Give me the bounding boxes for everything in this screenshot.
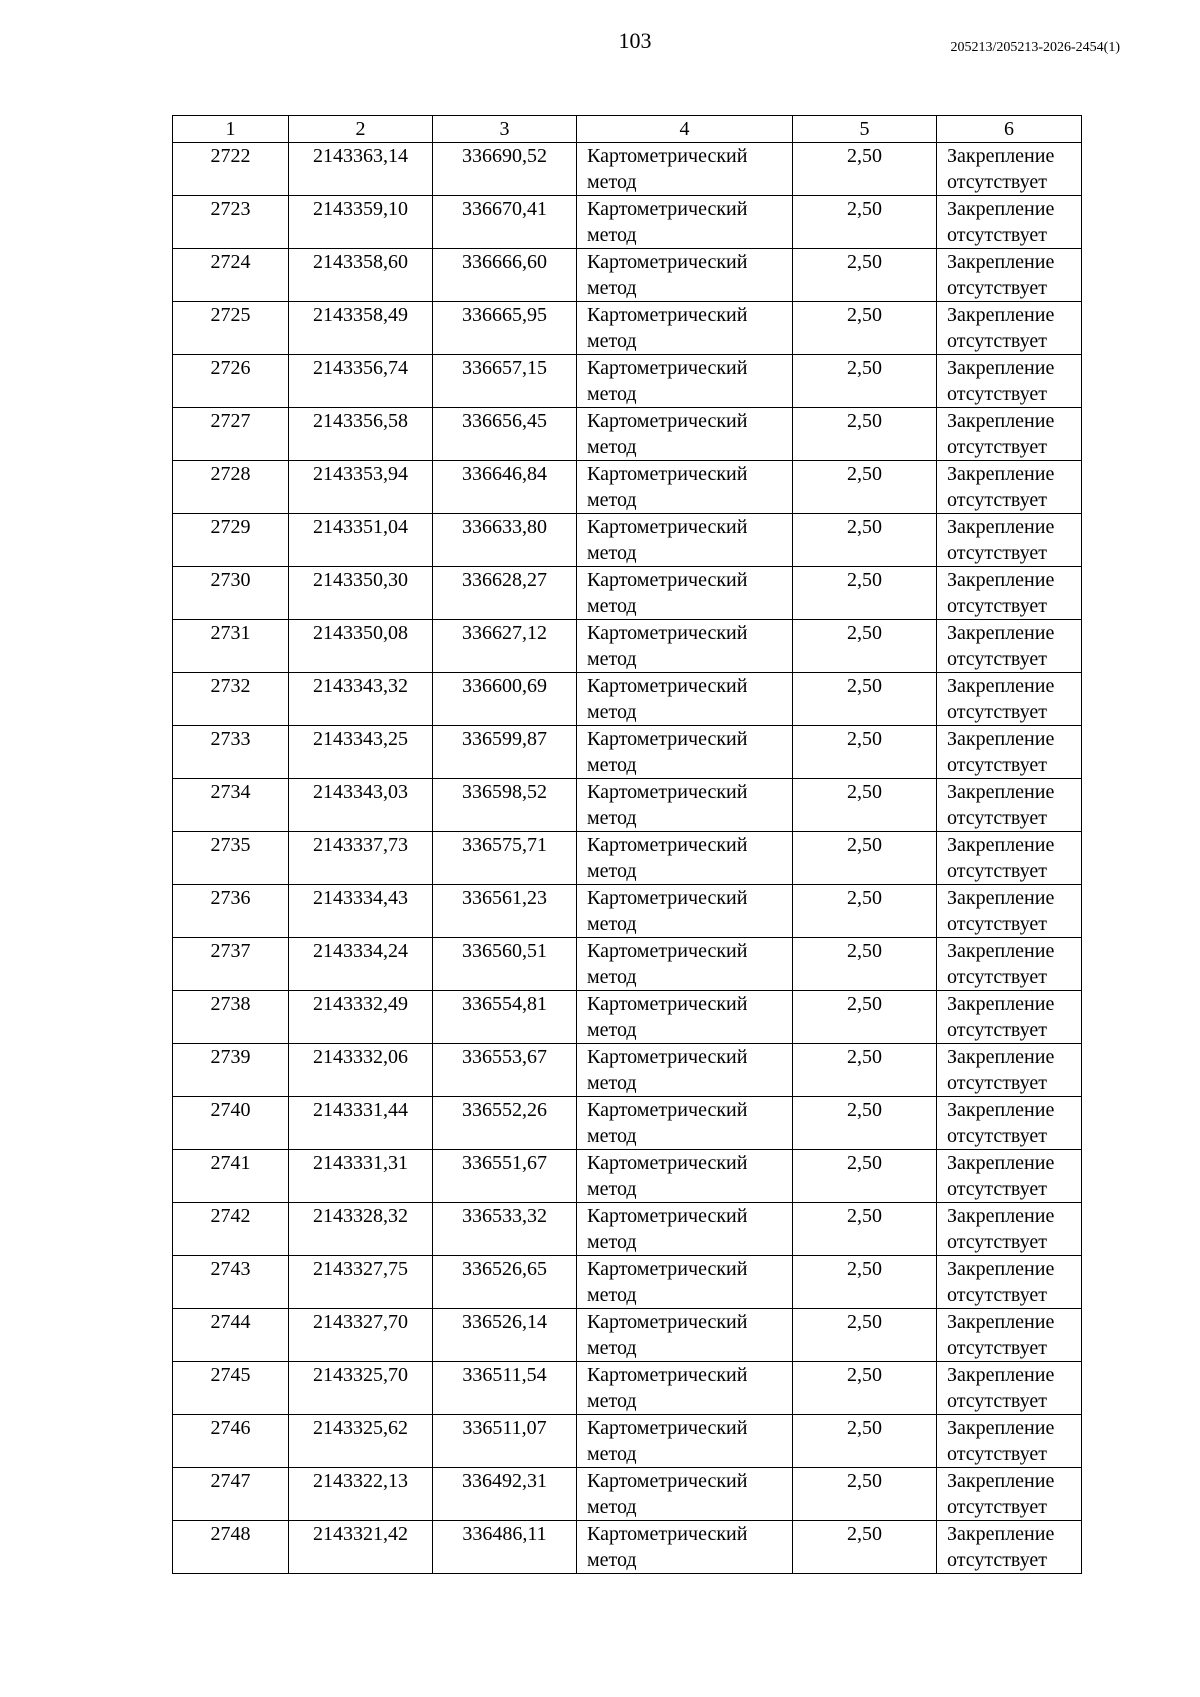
y-coordinate-cell: 336690,52 bbox=[433, 143, 577, 196]
table-row bbox=[173, 1415, 1082, 1468]
table-row bbox=[173, 1256, 1082, 1309]
accuracy-cell: 2,50 bbox=[793, 408, 937, 461]
method-cell: Картометрический метод bbox=[577, 673, 793, 726]
table-row bbox=[173, 1044, 1082, 1097]
accuracy-cell: 2,50 bbox=[793, 673, 937, 726]
x-coordinate-cell: 2143334,43 bbox=[289, 885, 433, 938]
accuracy-cell: 2,50 bbox=[793, 461, 937, 514]
y-coordinate-cell: 336628,27 bbox=[433, 567, 577, 620]
point-number-cell: 2744 bbox=[173, 1309, 289, 1362]
fixation-cell: Закрепление отсутствует bbox=[937, 1362, 1082, 1415]
point-number-cell: 2738 bbox=[173, 991, 289, 1044]
accuracy-cell: 2,50 bbox=[793, 514, 937, 567]
y-coordinate-cell: 336561,23 bbox=[433, 885, 577, 938]
fixation-cell: Закрепление отсутствует bbox=[937, 1256, 1082, 1309]
point-number-cell: 2742 bbox=[173, 1203, 289, 1256]
method-cell: Картометрический метод bbox=[577, 1097, 793, 1150]
accuracy-cell: 2,50 bbox=[793, 938, 937, 991]
fixation-cell: Закрепление отсутствует bbox=[937, 779, 1082, 832]
y-coordinate-cell: 336552,26 bbox=[433, 1097, 577, 1150]
y-coordinate-cell: 336646,84 bbox=[433, 461, 577, 514]
point-number-cell: 2735 bbox=[173, 832, 289, 885]
point-number-cell: 2727 bbox=[173, 408, 289, 461]
table-row bbox=[173, 249, 1082, 302]
accuracy-cell: 2,50 bbox=[793, 1521, 937, 1574]
y-coordinate-cell: 336600,69 bbox=[433, 673, 577, 726]
y-coordinate-cell: 336533,32 bbox=[433, 1203, 577, 1256]
point-number-cell: 2746 bbox=[173, 1415, 289, 1468]
method-cell: Картометрический метод bbox=[577, 1150, 793, 1203]
accuracy-cell: 2,50 bbox=[793, 620, 937, 673]
fixation-cell: Закрепление отсутствует bbox=[937, 1309, 1082, 1362]
x-coordinate-cell: 2143356,58 bbox=[289, 408, 433, 461]
method-cell: Картометрический метод bbox=[577, 832, 793, 885]
x-coordinate-cell: 2143332,06 bbox=[289, 1044, 433, 1097]
column-header-3: 3 bbox=[433, 116, 577, 143]
method-cell: Картометрический метод bbox=[577, 1521, 793, 1574]
y-coordinate-cell: 336553,67 bbox=[433, 1044, 577, 1097]
table-row bbox=[173, 1203, 1082, 1256]
table-row bbox=[173, 1468, 1082, 1521]
point-number-cell: 2743 bbox=[173, 1256, 289, 1309]
fixation-cell: Закрепление отсутствует bbox=[937, 1203, 1082, 1256]
point-number-cell: 2748 bbox=[173, 1521, 289, 1574]
fixation-cell: Закрепление отсутствует bbox=[937, 302, 1082, 355]
point-number-cell: 2723 bbox=[173, 196, 289, 249]
accuracy-cell: 2,50 bbox=[793, 196, 937, 249]
x-coordinate-cell: 2143353,94 bbox=[289, 461, 433, 514]
x-coordinate-cell: 2143337,73 bbox=[289, 832, 433, 885]
x-coordinate-cell: 2143331,44 bbox=[289, 1097, 433, 1150]
fixation-cell: Закрепление отсутствует bbox=[937, 832, 1082, 885]
fixation-cell: Закрепление отсутствует bbox=[937, 1415, 1082, 1468]
point-number-cell: 2725 bbox=[173, 302, 289, 355]
method-cell: Картометрический метод bbox=[577, 1044, 793, 1097]
table-row bbox=[173, 567, 1082, 620]
point-number-cell: 2722 bbox=[173, 143, 289, 196]
accuracy-cell: 2,50 bbox=[793, 302, 937, 355]
point-number-cell: 2739 bbox=[173, 1044, 289, 1097]
y-coordinate-cell: 336627,12 bbox=[433, 620, 577, 673]
fixation-cell: Закрепление отсутствует bbox=[937, 249, 1082, 302]
method-cell: Картометрический метод bbox=[577, 143, 793, 196]
method-cell: Картометрический метод bbox=[577, 1362, 793, 1415]
table-row bbox=[173, 408, 1082, 461]
table-row bbox=[173, 779, 1082, 832]
point-number-cell: 2726 bbox=[173, 355, 289, 408]
column-header-4: 4 bbox=[577, 116, 793, 143]
accuracy-cell: 2,50 bbox=[793, 779, 937, 832]
method-cell: Картометрический метод bbox=[577, 1256, 793, 1309]
x-coordinate-cell: 2143363,14 bbox=[289, 143, 433, 196]
x-coordinate-cell: 2143322,13 bbox=[289, 1468, 433, 1521]
point-number-cell: 2732 bbox=[173, 673, 289, 726]
table-row bbox=[173, 885, 1082, 938]
y-coordinate-cell: 336554,81 bbox=[433, 991, 577, 1044]
method-cell: Картометрический метод bbox=[577, 1203, 793, 1256]
table-row bbox=[173, 620, 1082, 673]
point-number-cell: 2745 bbox=[173, 1362, 289, 1415]
x-coordinate-cell: 2143350,08 bbox=[289, 620, 433, 673]
table-row bbox=[173, 514, 1082, 567]
table-row bbox=[173, 302, 1082, 355]
table-row bbox=[173, 1362, 1082, 1415]
fixation-cell: Закрепление отсутствует bbox=[937, 991, 1082, 1044]
accuracy-cell: 2,50 bbox=[793, 1468, 937, 1521]
accuracy-cell: 2,50 bbox=[793, 1044, 937, 1097]
fixation-cell: Закрепление отсутствует bbox=[937, 567, 1082, 620]
table-row bbox=[173, 991, 1082, 1044]
accuracy-cell: 2,50 bbox=[793, 249, 937, 302]
column-header-5: 5 bbox=[793, 116, 937, 143]
accuracy-cell: 2,50 bbox=[793, 1150, 937, 1203]
y-coordinate-cell: 336575,71 bbox=[433, 832, 577, 885]
y-coordinate-cell: 336551,67 bbox=[433, 1150, 577, 1203]
fixation-cell: Закрепление отсутствует bbox=[937, 938, 1082, 991]
point-number-cell: 2747 bbox=[173, 1468, 289, 1521]
table-row bbox=[173, 726, 1082, 779]
method-cell: Картометрический метод bbox=[577, 1309, 793, 1362]
fixation-cell: Закрепление отсутствует bbox=[937, 1521, 1082, 1574]
point-number-cell: 2724 bbox=[173, 249, 289, 302]
fixation-cell: Закрепление отсутствует bbox=[937, 1044, 1082, 1097]
accuracy-cell: 2,50 bbox=[793, 1097, 937, 1150]
y-coordinate-cell: 336665,95 bbox=[433, 302, 577, 355]
table-row bbox=[173, 1309, 1082, 1362]
y-coordinate-cell: 336599,87 bbox=[433, 726, 577, 779]
fixation-cell: Закрепление отсутствует bbox=[937, 514, 1082, 567]
y-coordinate-cell: 336511,07 bbox=[433, 1415, 577, 1468]
point-number-cell: 2737 bbox=[173, 938, 289, 991]
x-coordinate-cell: 2143343,03 bbox=[289, 779, 433, 832]
accuracy-cell: 2,50 bbox=[793, 726, 937, 779]
x-coordinate-cell: 2143328,32 bbox=[289, 1203, 433, 1256]
point-number-cell: 2731 bbox=[173, 620, 289, 673]
x-coordinate-cell: 2143327,70 bbox=[289, 1309, 433, 1362]
fixation-cell: Закрепление отсутствует bbox=[937, 620, 1082, 673]
fixation-cell: Закрепление отсутствует bbox=[937, 885, 1082, 938]
accuracy-cell: 2,50 bbox=[793, 991, 937, 1044]
accuracy-cell: 2,50 bbox=[793, 1203, 937, 1256]
method-cell: Картометрический метод bbox=[577, 355, 793, 408]
method-cell: Картометрический метод bbox=[577, 1415, 793, 1468]
method-cell: Картометрический метод bbox=[577, 514, 793, 567]
fixation-cell: Закрепление отсутствует bbox=[937, 143, 1082, 196]
column-header-2: 2 bbox=[289, 116, 433, 143]
y-coordinate-cell: 336486,11 bbox=[433, 1521, 577, 1574]
x-coordinate-cell: 2143343,25 bbox=[289, 726, 433, 779]
x-coordinate-cell: 2143350,30 bbox=[289, 567, 433, 620]
accuracy-cell: 2,50 bbox=[793, 885, 937, 938]
accuracy-cell: 2,50 bbox=[793, 355, 937, 408]
table-row bbox=[173, 832, 1082, 885]
method-cell: Картометрический метод bbox=[577, 726, 793, 779]
method-cell: Картометрический метод bbox=[577, 1468, 793, 1521]
table-header-row bbox=[173, 116, 1082, 143]
x-coordinate-cell: 2143334,24 bbox=[289, 938, 433, 991]
column-header-1: 1 bbox=[173, 116, 289, 143]
x-coordinate-cell: 2143325,70 bbox=[289, 1362, 433, 1415]
method-cell: Картометрический метод bbox=[577, 938, 793, 991]
accuracy-cell: 2,50 bbox=[793, 567, 937, 620]
table-row bbox=[173, 196, 1082, 249]
y-coordinate-cell: 336526,14 bbox=[433, 1309, 577, 1362]
y-coordinate-cell: 336511,54 bbox=[433, 1362, 577, 1415]
x-coordinate-cell: 2143331,31 bbox=[289, 1150, 433, 1203]
y-coordinate-cell: 336560,51 bbox=[433, 938, 577, 991]
y-coordinate-cell: 336633,80 bbox=[433, 514, 577, 567]
x-coordinate-cell: 2143327,75 bbox=[289, 1256, 433, 1309]
x-coordinate-cell: 2143351,04 bbox=[289, 514, 433, 567]
accuracy-cell: 2,50 bbox=[793, 832, 937, 885]
y-coordinate-cell: 336657,15 bbox=[433, 355, 577, 408]
table-row bbox=[173, 355, 1082, 408]
x-coordinate-cell: 2143332,49 bbox=[289, 991, 433, 1044]
method-cell: Картометрический метод bbox=[577, 196, 793, 249]
table-row bbox=[173, 1150, 1082, 1203]
x-coordinate-cell: 2143358,49 bbox=[289, 302, 433, 355]
method-cell: Картометрический метод bbox=[577, 620, 793, 673]
y-coordinate-cell: 336492,31 bbox=[433, 1468, 577, 1521]
y-coordinate-cell: 336670,41 bbox=[433, 196, 577, 249]
point-number-cell: 2733 bbox=[173, 726, 289, 779]
accuracy-cell: 2,50 bbox=[793, 1362, 937, 1415]
accuracy-cell: 2,50 bbox=[793, 1415, 937, 1468]
x-coordinate-cell: 2143321,42 bbox=[289, 1521, 433, 1574]
fixation-cell: Закрепление отсутствует bbox=[937, 408, 1082, 461]
table-row bbox=[173, 673, 1082, 726]
column-header-6: 6 bbox=[937, 116, 1082, 143]
fixation-cell: Закрепление отсутствует bbox=[937, 1468, 1082, 1521]
fixation-cell: Закрепление отсутствует bbox=[937, 461, 1082, 514]
x-coordinate-cell: 2143356,74 bbox=[289, 355, 433, 408]
fixation-cell: Закрепление отсутствует bbox=[937, 673, 1082, 726]
method-cell: Картометрический метод bbox=[577, 408, 793, 461]
point-number-cell: 2728 bbox=[173, 461, 289, 514]
fixation-cell: Закрепление отсутствует bbox=[937, 1097, 1082, 1150]
accuracy-cell: 2,50 bbox=[793, 1256, 937, 1309]
point-number-cell: 2734 bbox=[173, 779, 289, 832]
x-coordinate-cell: 2143358,60 bbox=[289, 249, 433, 302]
accuracy-cell: 2,50 bbox=[793, 1309, 937, 1362]
table-row bbox=[173, 938, 1082, 991]
accuracy-cell: 2,50 bbox=[793, 143, 937, 196]
table-row bbox=[173, 461, 1082, 514]
method-cell: Картометрический метод bbox=[577, 302, 793, 355]
fixation-cell: Закрепление отсутствует bbox=[937, 196, 1082, 249]
method-cell: Картометрический метод bbox=[577, 249, 793, 302]
point-number-cell: 2730 bbox=[173, 567, 289, 620]
method-cell: Картометрический метод bbox=[577, 461, 793, 514]
point-number-cell: 2736 bbox=[173, 885, 289, 938]
y-coordinate-cell: 336666,60 bbox=[433, 249, 577, 302]
method-cell: Картометрический метод bbox=[577, 885, 793, 938]
fixation-cell: Закрепление отсутствует bbox=[937, 726, 1082, 779]
point-number-cell: 2729 bbox=[173, 514, 289, 567]
x-coordinate-cell: 2143325,62 bbox=[289, 1415, 433, 1468]
table-row bbox=[173, 1521, 1082, 1574]
document-code: 205213/205213-2026-2454(1) bbox=[950, 40, 1120, 55]
fixation-cell: Закрепление отсутствует bbox=[937, 355, 1082, 408]
y-coordinate-cell: 336656,45 bbox=[433, 408, 577, 461]
table-row bbox=[173, 143, 1082, 196]
fixation-cell: Закрепление отсутствует bbox=[937, 1150, 1082, 1203]
method-cell: Картометрический метод bbox=[577, 779, 793, 832]
table-body bbox=[173, 143, 1082, 1574]
page-number: 103 bbox=[618, 28, 652, 53]
coordinates-table bbox=[172, 115, 1082, 1574]
x-coordinate-cell: 2143359,10 bbox=[289, 196, 433, 249]
y-coordinate-cell: 336598,52 bbox=[433, 779, 577, 832]
point-number-cell: 2740 bbox=[173, 1097, 289, 1150]
table-row bbox=[173, 1097, 1082, 1150]
method-cell: Картометрический метод bbox=[577, 567, 793, 620]
point-number-cell: 2741 bbox=[173, 1150, 289, 1203]
y-coordinate-cell: 336526,65 bbox=[433, 1256, 577, 1309]
x-coordinate-cell: 2143343,32 bbox=[289, 673, 433, 726]
method-cell: Картометрический метод bbox=[577, 991, 793, 1044]
